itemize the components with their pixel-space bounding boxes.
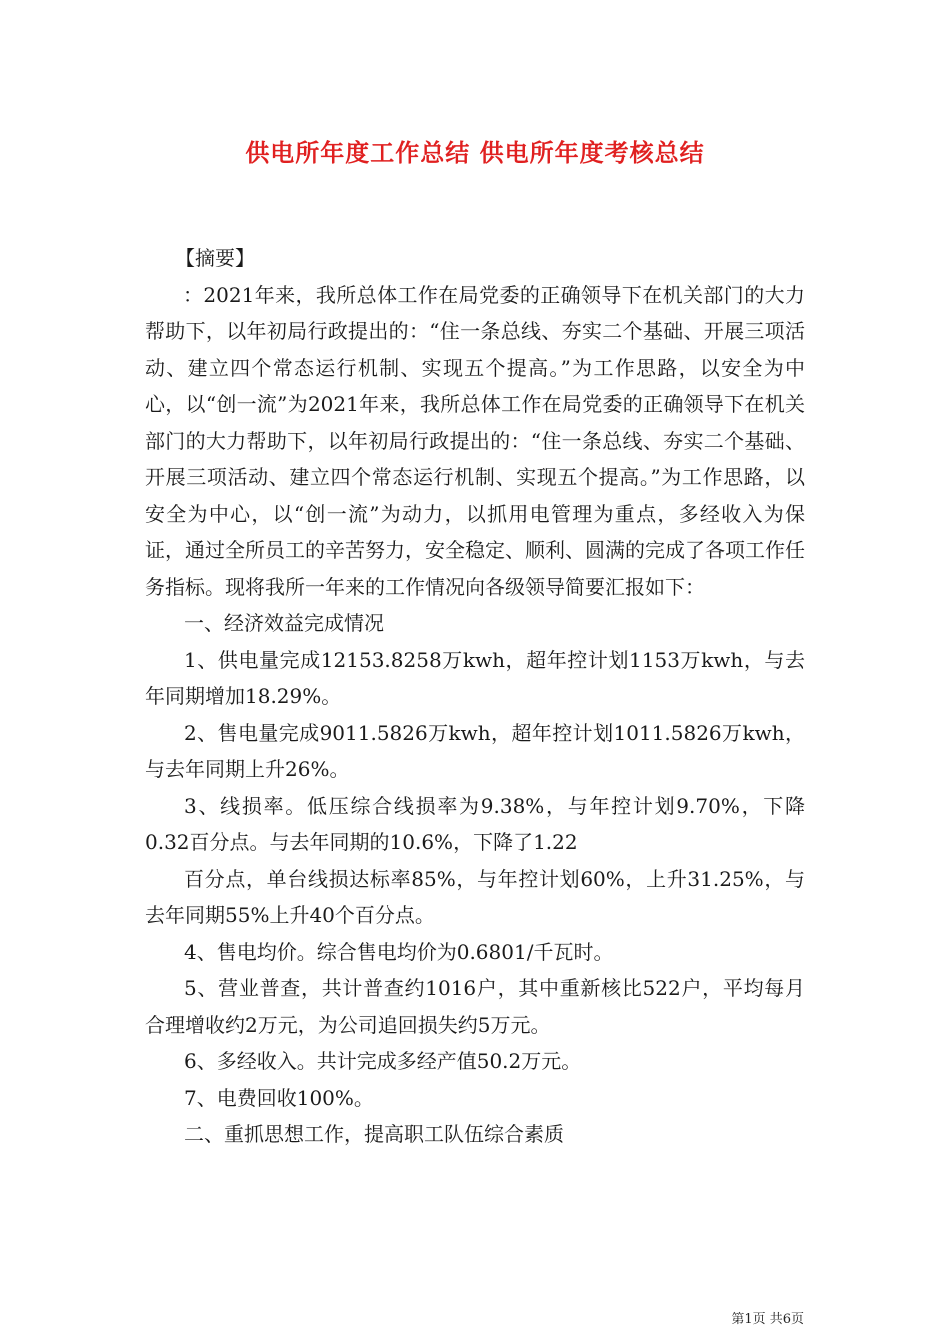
paragraph-intro: ：2021年来，我所总体工作在局党委的正确领导下在机关部门的大力帮助下，以年初局行政提出的：“住一条总线、夯实二个基础、开展三项活动、建立四个常态运行机制、实现五个提高。”为工作思路，以安全为中心，以“创一流”为2021年来，我所总体工作在局党委的正确领导下在机关部门的大力帮助下，以年初局行政提出的：“住一条总线、夯实二个基础、开展三项活动、建立四个常态运行机制、实现五个提高。”为工作思路，以安全为中心，以“创一流”为动力，以抓用电管理为重点，多经收入为保证，通过全所员工的辛苦努力，安全稳定、顺利、圆满的完成了各项工作任务指标。现将我所一年来的工作情况向各级领导简要汇报如下：	[145, 282, 805, 599]
paragraph-line-loss: 3、线损率。低压综合线损率为9.38%，与年控计划9.70%，下降0.32百分点。与去年同期的10.6%，下降了1.22	[145, 793, 805, 854]
section-heading-economic: 一、经济效益完成情况	[184, 611, 384, 635]
paragraph-business-census: 5、营业普查，共计普查约1016户，其中重新核比522户，平均每月合理增收约2万元，为公司追回损失约5万元。	[145, 976, 805, 1037]
paragraph-supply-volume: 1、供电量完成12153.8258万kwh，超年控计划1153万kwh，与去年同期增加18.29%。	[145, 647, 805, 708]
document-body	[145, 240, 805, 1153]
abstract-heading: 【摘要】	[175, 246, 255, 270]
paragraph-line-loss-continued: 百分点，单台线损达标率85%，与年控计划60%，上升31.25%，与去年同期55%上升40个百分点。	[145, 866, 805, 927]
paragraph-sales-volume: 2、售电量完成9011.5826万kwh，超年控计划1011.5826万kwh，与去年同期上升26%。	[145, 720, 805, 781]
paragraph-diversified-income: 6、多经收入。共计完成多经产值50.2万元。	[184, 1049, 582, 1073]
paragraph-avg-price: 4、售电均价。综合售电均价为0.6801/千瓦时。	[184, 939, 614, 964]
page-number: 第1页 共6页	[731, 1312, 804, 1327]
document-title: 供电所年度工作总结 供电所年度考核总结	[245, 139, 705, 167]
paragraph-fee-recovery: 7、电费回收100%。	[184, 1085, 374, 1110]
section-heading-ideology: 二、重抓思想工作，提高职工队伍综合素质	[184, 1122, 564, 1146]
